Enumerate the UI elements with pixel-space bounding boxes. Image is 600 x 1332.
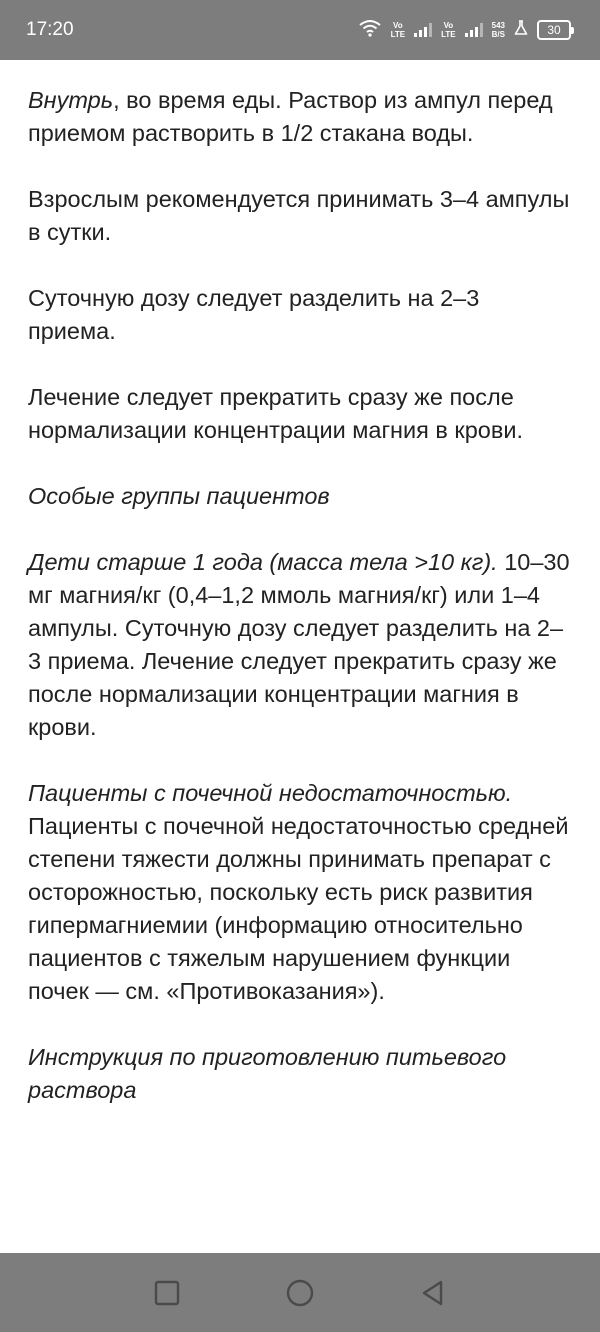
navigation-bar xyxy=(0,1253,600,1332)
paragraph-administration xyxy=(28,84,572,150)
network-speed xyxy=(492,21,505,39)
volte-label: Vo xyxy=(393,21,403,30)
section-heading-preparation: Инструкция по приготовлению питьевого раствора xyxy=(28,1044,507,1103)
battery-level: 30 xyxy=(537,20,571,40)
status-time: 17:20 xyxy=(26,19,74,40)
lte-label: LTE xyxy=(390,30,406,39)
flask-icon xyxy=(514,20,528,41)
wifi-icon xyxy=(358,19,382,42)
battery-tip xyxy=(571,27,574,34)
signal-icon xyxy=(465,23,483,37)
speed-value: 543 xyxy=(491,21,505,30)
recents-square-icon[interactable] xyxy=(147,1273,187,1313)
paragraph-renal-insufficiency xyxy=(28,777,572,1008)
volte-indicator-1 xyxy=(391,21,406,39)
lte-label: LTE xyxy=(441,30,456,39)
emphasis-text: Внутрь xyxy=(28,87,114,113)
emphasis-text: Дети старше 1 года (масса тела >10 кг). xyxy=(28,549,498,575)
paragraph-text: 10–30 мг магния/кг (0,4–1,2 ммоль магния/кг) или 1–4 ампулы. Суточную дозу следует разделить на 2–3 приема. Лечение следует прекратить сразу же после нормализации концентрации магния в крови. xyxy=(28,549,570,740)
article-content[interactable] xyxy=(0,60,600,1253)
back-triangle-icon[interactable] xyxy=(413,1273,453,1313)
paragraph-stop-treatment: Лечение следует прекратить сразу же после нормализации концентрации магния в крови. xyxy=(28,384,523,443)
speed-unit: B/S xyxy=(491,30,505,39)
signal-icon xyxy=(414,23,432,37)
battery-icon xyxy=(537,20,574,40)
emphasis-text: Пациенты с почечной недостаточностью. xyxy=(28,780,513,806)
paragraph-children xyxy=(28,546,572,744)
paragraph-daily-split: Суточную дозу следует разделить на 2–3 приема. xyxy=(28,285,480,344)
status-bar xyxy=(0,0,600,60)
paragraph-text: , во время еды. Раствор из ампул перед приемом растворить в 1/2 стакана воды. xyxy=(28,87,553,146)
volte-indicator-2 xyxy=(441,21,456,39)
paragraph-text: Пациенты с почечной недостаточностью средней степени тяжести должны принимать препарат с осторожностью, поскольку есть риск развития гипермагниемии (информацию относительно пациентов с тяжелым нарушением функции почек — см. «Противоказания»). xyxy=(28,813,569,1004)
volte-label: Vo xyxy=(443,21,454,30)
section-heading-special-groups: Особые группы пациентов xyxy=(28,483,330,509)
paragraph-adult-dose: Взрослым рекомендуется принимать 3–4 ампулы в сутки. xyxy=(28,186,570,245)
status-icons xyxy=(358,19,574,42)
home-circle-icon[interactable] xyxy=(280,1273,320,1313)
